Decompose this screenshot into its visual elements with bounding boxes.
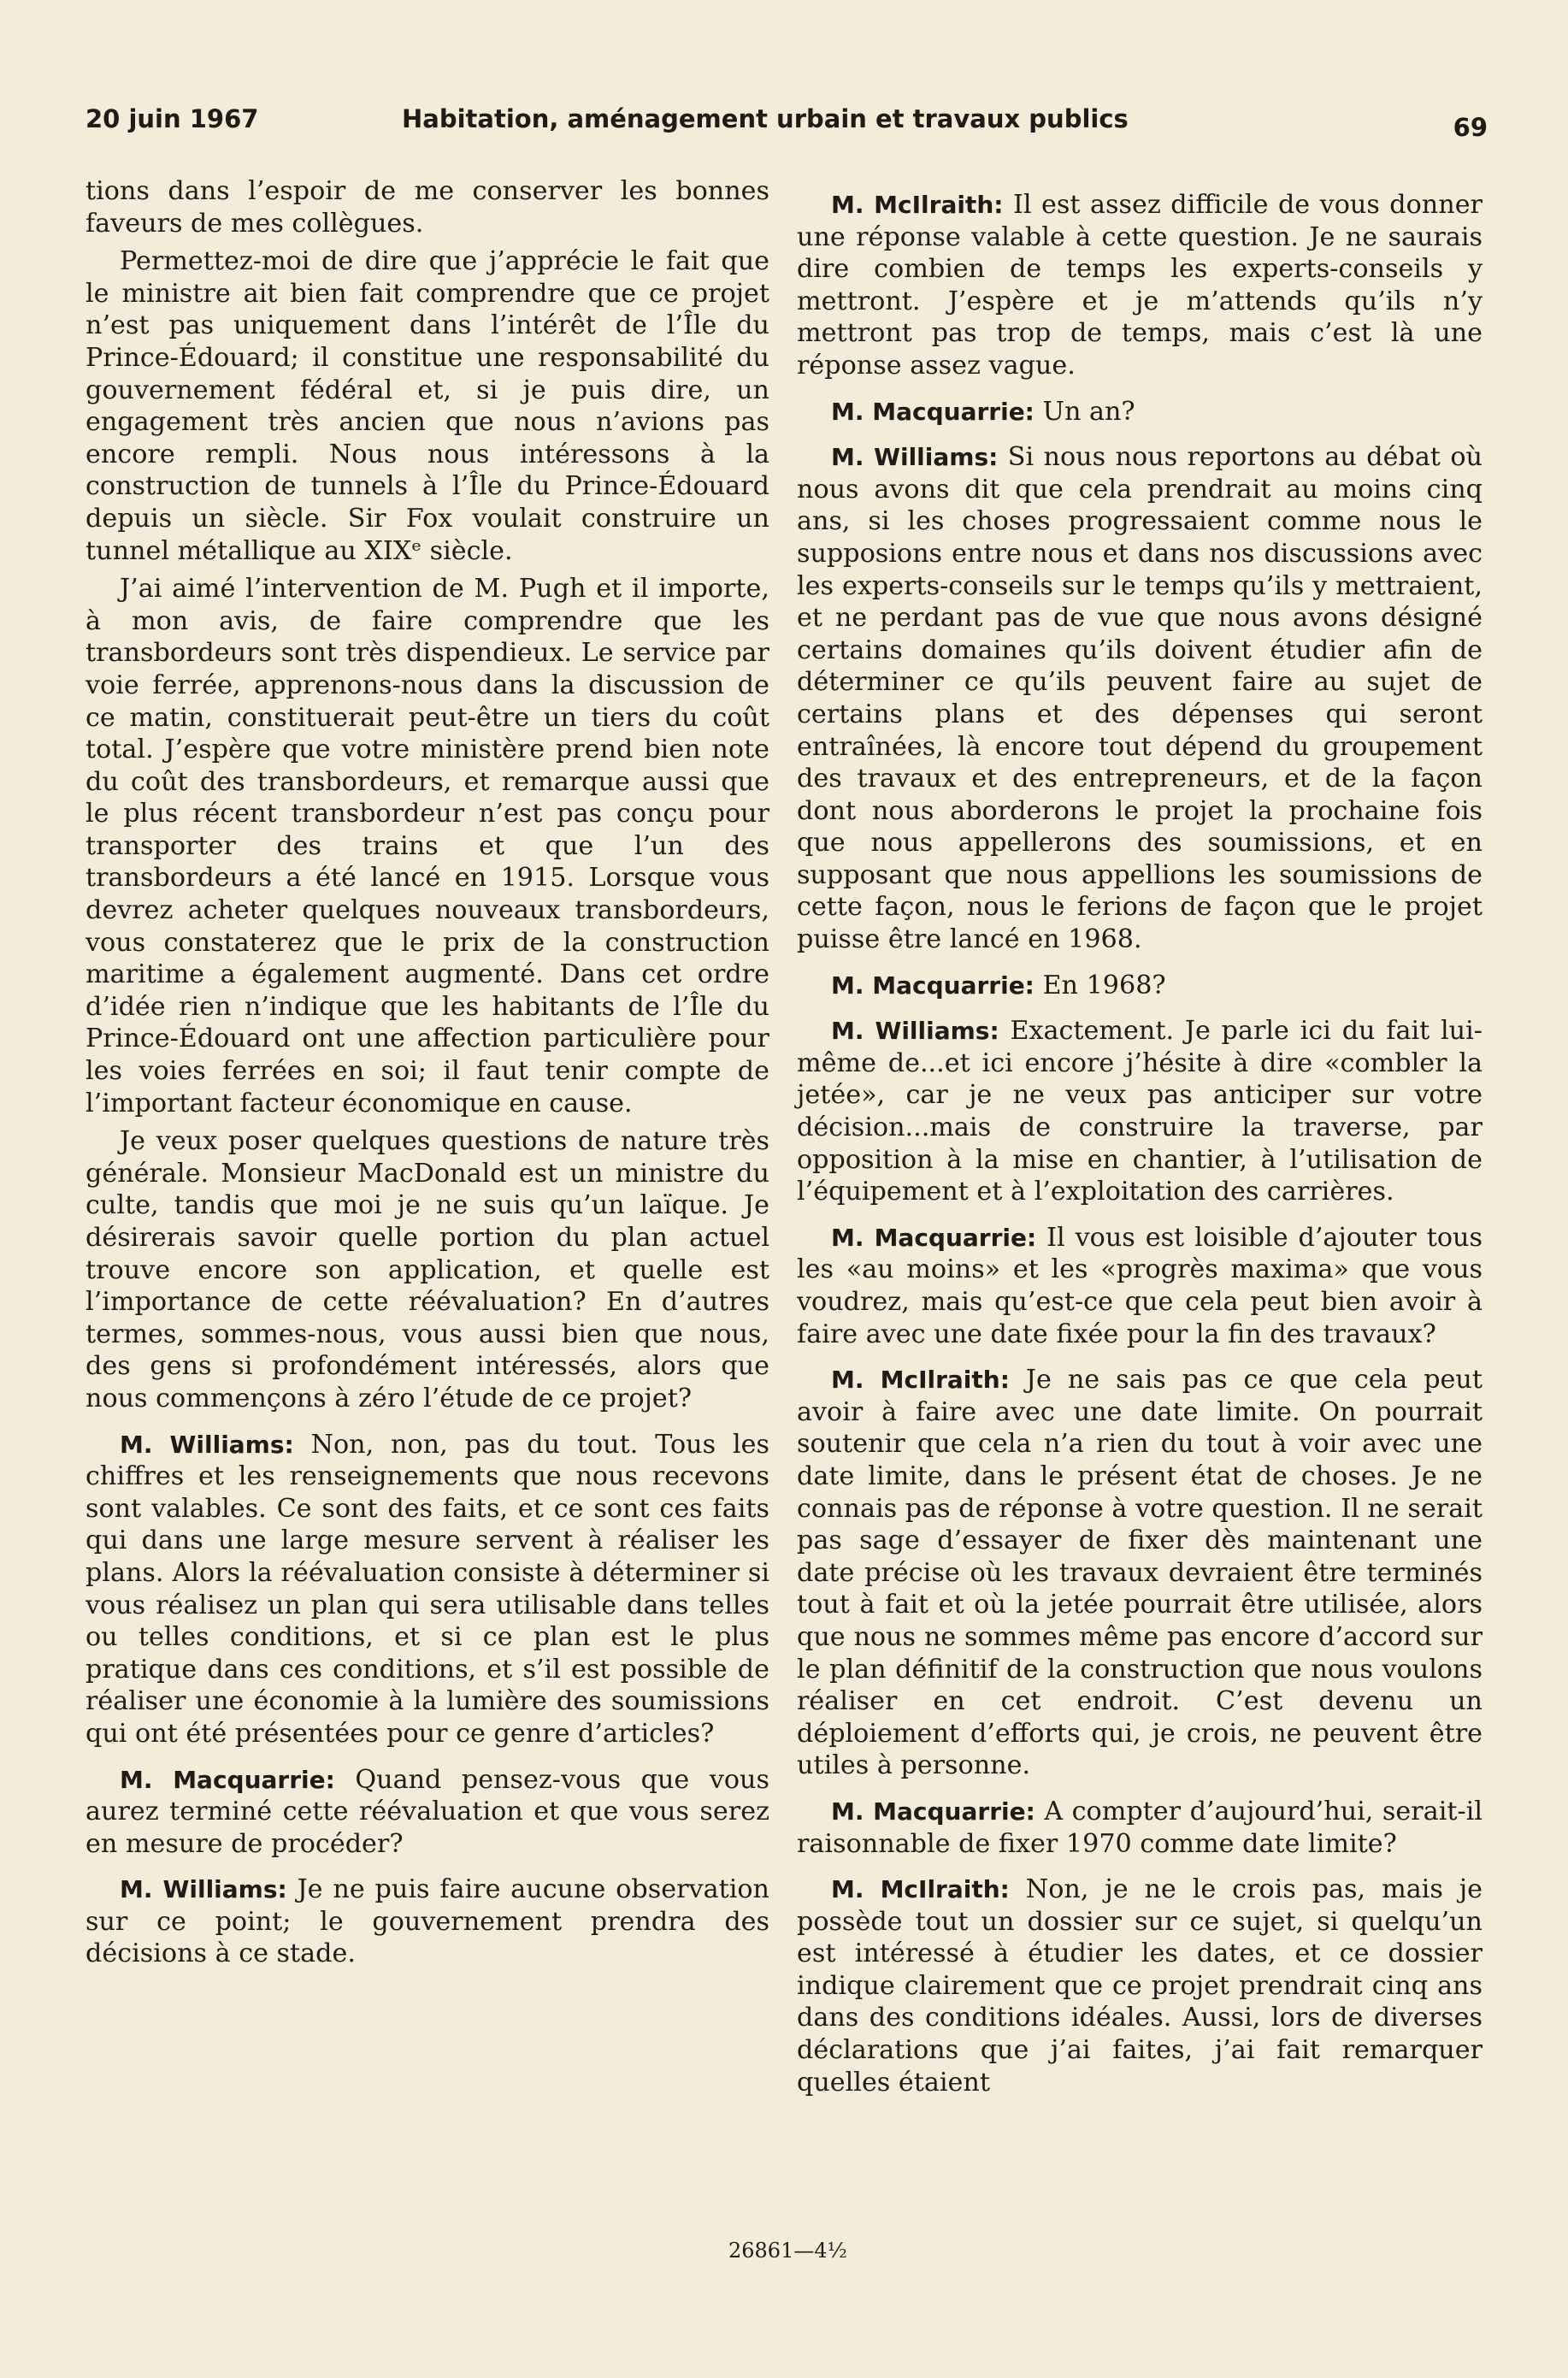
paragraph-text: tions dans l’espoir de me conserver les bonnes faveurs de mes collègues. xyxy=(85,176,769,239)
speaker-name: M. McIlraith: xyxy=(831,191,1004,219)
paragraph xyxy=(85,245,769,567)
paragraph-text: En 1968? xyxy=(1042,970,1166,1000)
paragraph xyxy=(797,1015,1483,1208)
paragraph xyxy=(85,573,769,1119)
paragraph-text: Il est assez difficile de vous donner une réponse valable à cette question. Je ne saurais dire combien de temps les experts-conseils y mettront. J’espère et je m’attends qu’ils n’y mettront pas trop de temps, mais c’est là une réponse assez vague. xyxy=(797,190,1483,381)
paragraph xyxy=(797,1796,1483,1860)
right-column xyxy=(797,175,1483,2104)
speaker-name: M. Williams: xyxy=(120,1430,294,1459)
paragraph-text: A compter d’aujourd’hui, serait-il raisonnable de fixer 1970 comme date limite? xyxy=(797,1796,1483,1859)
paragraph xyxy=(85,1764,769,1861)
header-date: 20 juin 1967 xyxy=(85,104,259,133)
paragraph-text: Je ne sais pas ce que cela peut avoir à faire avec une date limite. On pourrait soutenir que cela n’a rien du tout à voir avec une date limite, dans le présent état de choses. Je ne connais pas de réponse à votre question. Il ne serait pas sage d’essayer de fixer dès maintenant une date précise où les travaux devraient être terminés tout à fait et où la jetée pourrait être utilisée, alors que nous ne sommes même pas encore d’accord sur le plan définitif de la construction que nous voulons réaliser en cet endroit. C’est devenu un déploiement d’efforts qui, je crois, ne peuvent être utiles à personne. xyxy=(797,1365,1483,1781)
paragraph-text: Quand pensez-vous que vous aurez terminé cette réévaluation et que vous serez en mesure de procéder? xyxy=(85,1764,769,1859)
paragraph xyxy=(797,189,1483,382)
paragraph xyxy=(85,1873,769,1970)
speaker-name: M. Williams: xyxy=(831,443,999,472)
paragraph xyxy=(797,441,1483,956)
speaker-name: M. McIlraith: xyxy=(831,1875,1010,1904)
paragraph xyxy=(797,1873,1483,2098)
paragraph xyxy=(85,1429,769,1750)
paragraph-text: Exactement. Je parle ici du fait lui-même de...et ici encore j’hésite à dire «combler la jetée», car je ne veux pas anticiper sur votre décision...mais de construire la traverse, par opposition à la mise en chantier, à l’utilisation de l’équipement et à l’exploitation des carrières. xyxy=(797,1016,1483,1207)
paragraph-text: Non, non, pas du tout. Tous les chiffres et les renseignements que nous recevons sont valables. Ce sont des faits, et ce sont ces faits qui dans une large mesure servent à réaliser les plans. Alors la réévaluation consiste à déterminer si vous réalisez un plan qui sera utilisable dans telles ou telles conditions, et si ce plan est le plus pratique dans ces conditions, et s’il est possible de réaliser une économie à la lumière des soumissions qui ont été présentées pour ce genre d’articles? xyxy=(85,1429,769,1749)
page-number: 69 xyxy=(1453,113,1488,142)
paragraph xyxy=(797,1364,1483,1782)
paragraph-text: Je veux poser quelques questions de nature très générale. Monsieur MacDonald est un ministre du culte, tandis que moi je ne suis qu’un laïque. Je désirerais savoir quelle portion du plan actuel trouve encore son application, et quelle est l’importance de cette réévaluation? En d’autres termes, sommes-nous, vous aussi bien que nous, des gens si profondément intéressés, alors que nous commençons à zéro l’étude de ce projet? xyxy=(85,1126,769,1413)
speaker-name: M. Macquarrie: xyxy=(831,1223,1037,1252)
paragraph-text: J’ai aimé l’intervention de M. Pugh et il importe, à mon avis, de faire comprendre que les transbordeurs sont très dispendieux. Le service par voie ferrée, apprenons-nous dans la discussion de ce matin, constituerait peut-être un tiers du coût total. J’espère que votre ministère prend bien note du coût des transbordeurs, et remarque aussi que le plus récent transbordeur n’est pas conçu pour transporter des trains et que l’un des transbordeurs a été lancé en 1915. Lorsque vous devrez acheter quelques nouveaux transbordeurs, vous constaterez que le prix de la construction maritime a également augmenté. Dans cet ordre d’idée rien n’indique que les habitants de l’Île du Prince-Édouard ont une affection particulière pour les voies ferrées en soi; il faut tenir compte de l’important facteur économique en cause. xyxy=(85,574,769,1118)
paragraph-text: Un an? xyxy=(1042,396,1135,427)
paragraph-text: Non, je ne le crois pas, mais je possède tout un dossier sur ce sujet, si quelqu’un est intéressé à étudier les dates, et ce dossier indique clairement que ce projet prendrait cinq ans dans des conditions idéales. Aussi, lors de diverses déclarations que j’ai faites, j’ai fait remarquer quelles étaient xyxy=(797,1874,1483,2098)
paragraph xyxy=(85,1125,769,1414)
speaker-name: M. Macquarrie: xyxy=(831,397,1035,426)
speaker-name: M. Macquarrie: xyxy=(120,1765,335,1794)
paragraph-text: Permettez-moi de dire que j’apprécie le fait que le ministre ait bien fait comprendre que ce projet n’est pas uniquement dans l’intérêt de l’Île du Prince-Édouard; il constitue une responsabilité du gouvernement fédéral et, si je puis dire, un engagement très ancien que nous n’avions pas encore rempli. Nous nous intéressons à la construction de tunnels à l’Île du Prince-Édouard depuis un siècle. Sir Fox voulait construire un tunnel métallique au XIXᵉ siècle. xyxy=(85,246,769,566)
speaker-name: M. Macquarrie: xyxy=(831,971,1035,1000)
footer-code: 26861—4½ xyxy=(728,2239,847,2263)
paragraph xyxy=(797,970,1483,1002)
speaker-name: M. Macquarrie: xyxy=(831,1797,1035,1826)
paragraph xyxy=(797,1222,1483,1350)
speaker-name: M. Williams: xyxy=(120,1875,287,1904)
paragraph-text: Si nous nous reportons au débat où nous avons dit que cela prendrait au moins cinq ans, si les choses progressaient comme nous le supposions entre nous et dans nos discussions avec les experts-conseils sur le temps qu’ils y mettraient, et ne perdant pas de vue que nous avons désigné certains domaines qu’ils doivent étudier afin de déterminer ce qu’ils peuvent faire au sujet de certains plans et des dépenses qui seront entraînées, là encore tout dépend du groupement des travaux et des entrepreneurs, et de la façon dont nous aborderons le projet la prochaine fois que nous appellerons des soumissions, et en supposant que nous appellions les soumissions de cette façon, nous le ferions de façon que le projet puisse être lancé en 1968. xyxy=(797,442,1483,955)
paragraph-text: Je ne puis faire aucune observation sur ce point; le gouvernement prendra des décisions à ce stade. xyxy=(85,1874,769,1969)
paragraph xyxy=(85,175,769,239)
running-header xyxy=(85,104,1488,156)
paragraph xyxy=(797,396,1483,428)
speaker-name: M. McIlraith: xyxy=(831,1366,1010,1395)
speaker-name: M. Williams: xyxy=(831,1017,999,1046)
paragraph-text: Il vous est loisible d’ajouter tous les «au moins» et les «progrès maxima» que vous voudrez, mais qu’est-ce que cela peut bien avoir à faire avec une date fixée pour la fin des travaux? xyxy=(797,1222,1483,1349)
left-column xyxy=(85,175,769,1976)
header-title: Habitation, aménagement urbain et travaux publics xyxy=(402,104,1129,133)
